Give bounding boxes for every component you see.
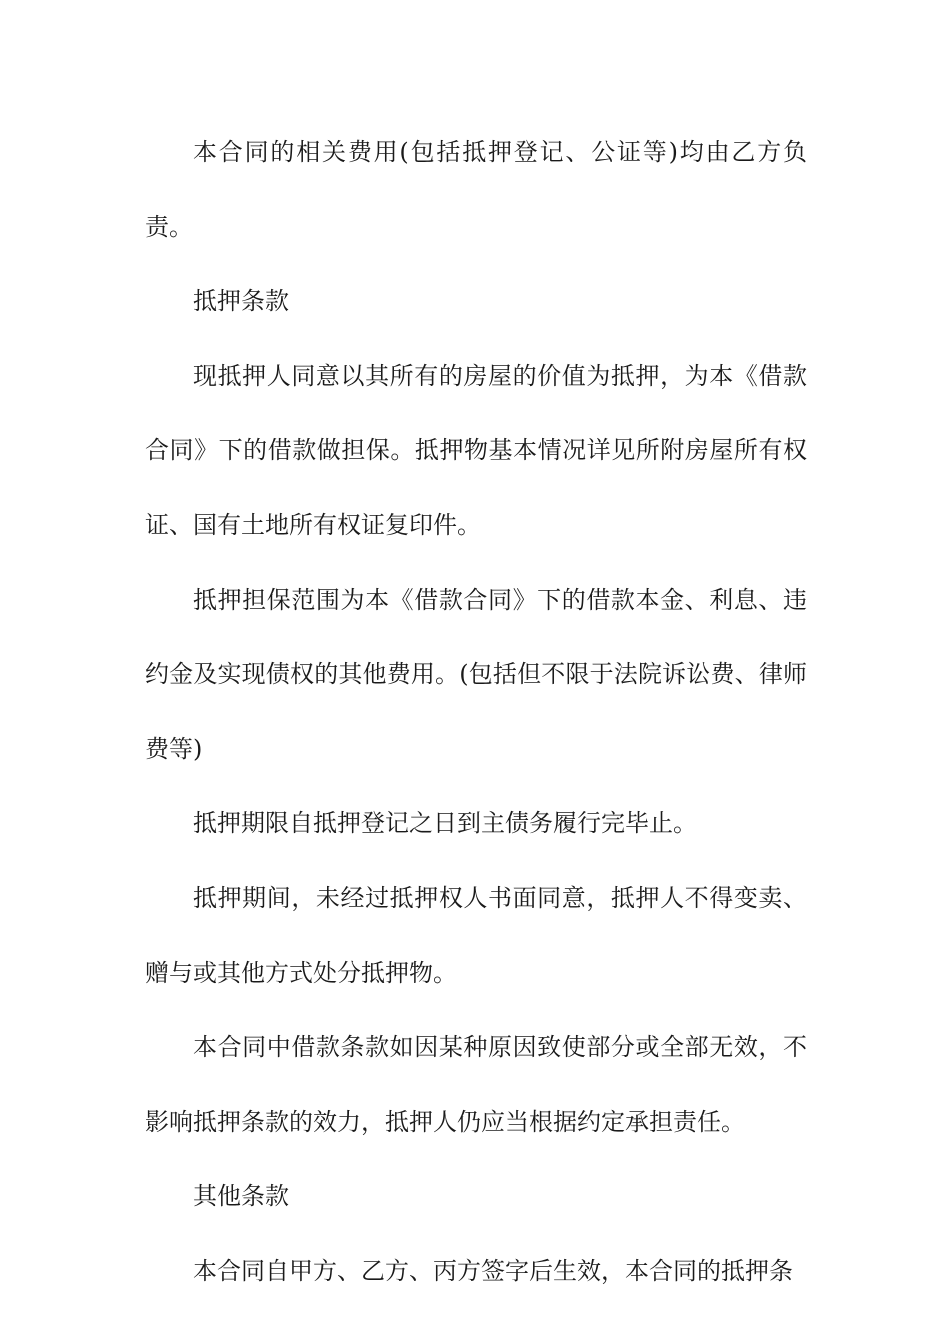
paragraph-mortgage-collateral: 现抵押人同意以其所有的房屋的价值为抵押，为本《借款合同》下的借款做担保。抵押物基本情况详见所附房屋所有权证、国有土地所有权证复印件。 bbox=[145, 361, 807, 539]
section-heading-other-terms: 其他条款 bbox=[193, 1182, 289, 1211]
paragraph-validity-independence: 本合同中借款条款如因某种原因致使部分或全部无效，不影响抵押条款的效力，抵押人仍应当根据约定承担责任。 bbox=[145, 1033, 807, 1136]
paragraph-effectiveness: 本合同自甲方、乙方、丙方签字后生效，本合同的抵押条 bbox=[193, 1256, 793, 1285]
paragraph-fees: 本合同的相关费用(包括抵押登记、公证等)均由乙方负责。 bbox=[145, 138, 807, 241]
document-body bbox=[145, 115, 807, 1309]
paragraph-guarantee-scope: 抵押担保范围为本《借款合同》下的借款本金、利息、违约金及实现债权的其他费用。(包括但不限于法院诉讼费、律师费等) bbox=[145, 585, 807, 763]
paragraph-mortgage-period: 抵押期限自抵押登记之日到主债务履行完毕止。 bbox=[193, 809, 697, 838]
paragraph-disposal-restriction: 抵押期间，未经过抵押权人书面同意，抵押人不得变卖、赠与或其他方式处分抵押物。 bbox=[145, 883, 807, 987]
section-heading-mortgage-terms: 抵押条款 bbox=[193, 287, 289, 316]
